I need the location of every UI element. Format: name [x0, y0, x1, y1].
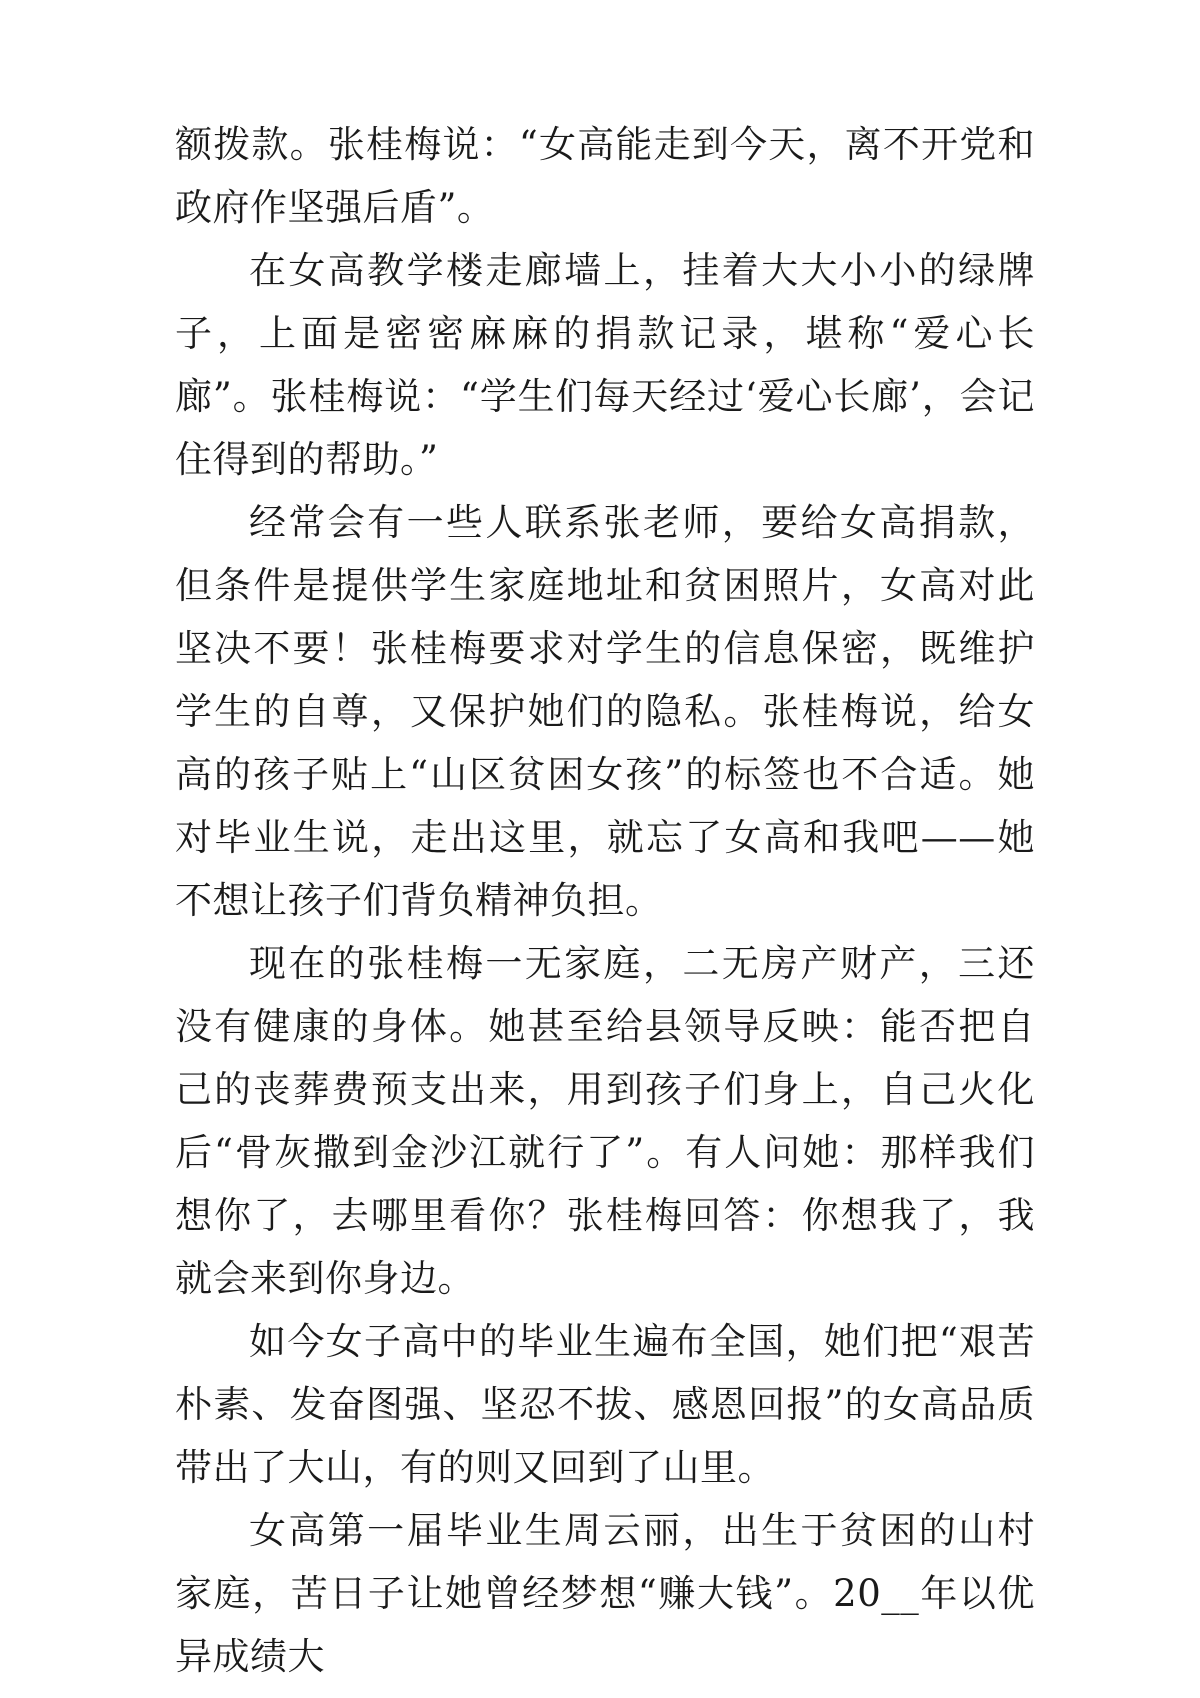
paragraph-3: 经常会有一些人联系张老师，要给女高捐款，但条件是提供学生家庭地址和贫困照片，女高对此坚决不要！张桂梅要求对学生的信息保密，既维护学生的自尊，又保护她们的隐私。张桂梅说，给女高的孩子贴上“山区贫困女孩”的标签也不合适。她对毕业生说，走出这里，就忘了女高和我吧——她不想让孩子们背负精神负担。 — [175, 501, 1035, 922]
paragraph-5: 如今女子高中的毕业生遍布全国，她们把“艰苦朴素、发奋图强、坚忍不拔、感恩回报”的女高品质带出了大山，有的则又回到了山里。 — [175, 1320, 1035, 1489]
document-body — [175, 113, 1035, 1688]
paragraph-4: 现在的张桂梅一无家庭，二无房产财产，三还没有健康的身体。她甚至给县领导反映：能否把自己的丧葬费预支出来，用到孩子们身上，自己火化后“骨灰撒到金沙江就行了”。有人问她：那样我们想你了，去哪里看你？张桂梅回答：你想我了，我就会来到你身边。 — [175, 942, 1035, 1300]
paragraph-2: 在女高教学楼走廊墙上，挂着大大小小的绿牌子，上面是密密麻麻的捐款记录，堪称“爱心长廊”。张桂梅说：“学生们每天经过‘爱心长廊’，会记住得到的帮助。” — [175, 249, 1035, 481]
paragraph-1: 额拨款。张桂梅说：“女高能走到今天，离不开党和政府作坚强后盾”。 — [175, 123, 1035, 229]
paragraph-6: 女高第一届毕业生周云丽，出生于贫困的山村家庭，苦日子让她曾经梦想“赚大钱”。20__年以优异成绩大 — [175, 1509, 1035, 1678]
